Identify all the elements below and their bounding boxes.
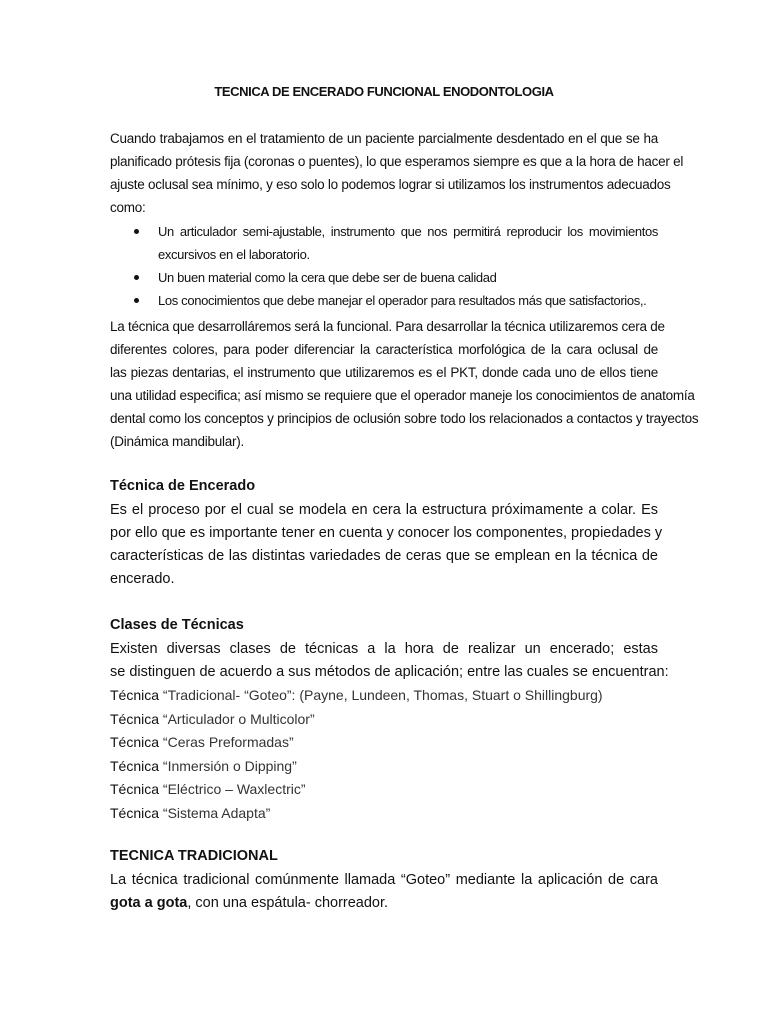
list-item — [110, 708, 603, 732]
text-line: Cuando trabajamos en el tratamiento de un paciente parcialmente desdentado en el que se ha — [110, 131, 658, 146]
technique-prefix: Técnica — [110, 734, 160, 750]
bullet-icon — [134, 298, 139, 303]
text-line: planificado prótesis fija (coronas o puentes), lo que esperamos siempre es que a la hora de hacer el — [110, 154, 684, 169]
text-line: una utilidad especifica; así mismo se requiere que el operador maneje los conocimientos de anatomía — [110, 388, 695, 403]
text-line: Es el proceso por el cual se modela en cera la estructura próximamente a colar. Es — [110, 502, 658, 518]
bullet-icon — [134, 275, 139, 280]
technique-name: “Inmersión o Dipping” — [159, 757, 297, 774]
text-line — [110, 892, 658, 915]
technique-name: “Articulador o Multicolor” — [159, 710, 315, 727]
text-line: características de las distintas variedades de ceras que se emplean en la técnica de — [110, 548, 658, 564]
text-line: Un buen material como la cera que debe ser de buena calidad — [158, 270, 497, 285]
technique-prefix: Técnica — [110, 804, 160, 821]
text-line: como: — [110, 200, 146, 215]
technique-prefix: Técnica — [110, 687, 160, 703]
heading-clases-tecnicas: Clases de Técnicas — [110, 617, 244, 633]
technique-name: “Tradicional- “Goteo”: (Payne, Lundeen, Thomas, Stuart o Shillingburg) — [159, 687, 603, 703]
text-line: La técnica que desarrolláremos será la funcional. Para desarrollar la técnica utilizaremos cera de — [110, 319, 665, 334]
list-item — [110, 220, 658, 266]
text-line: se distinguen de acuerdo a sus métodos de aplicación; entre las cuales se encuentran: — [110, 664, 669, 680]
list-item — [110, 731, 603, 755]
heading-tecnica-tradicional: TECNICA TRADICIONAL — [110, 848, 278, 864]
technique-name: “Ceras Preformadas” — [159, 734, 294, 750]
paragraph-clases — [110, 638, 669, 684]
paragraph-funcional — [110, 315, 699, 453]
technique-prefix: Técnica — [110, 781, 160, 797]
text-line: por ello que es importante tener en cuenta y conocer los componentes, propiedades y — [110, 525, 663, 541]
list-item — [110, 755, 603, 779]
list-item — [110, 289, 658, 312]
document-title: TECNICA DE ENCERADO FUNCIONAL ENODONTOLOGIA — [214, 84, 554, 99]
text-span: , con una espátula- chorreador. — [187, 895, 389, 911]
technique-prefix: Técnica — [110, 757, 160, 774]
paragraph-encerado — [110, 499, 663, 591]
bold-text: gota a gota — [110, 895, 188, 911]
text-line: excursivos en el laboratorio. — [158, 247, 310, 262]
text-line: encerado. — [110, 571, 175, 587]
technique-prefix: Técnica — [110, 710, 160, 727]
list-item — [110, 684, 603, 708]
text-line: las piezas dentarias, el instrumento que utilizaremos es el PKT, donde cada uno de ellos tiene — [110, 365, 658, 380]
text-line: ajuste oclusal sea mínimo, y eso solo lo podemos lograr si utilizamos los instrumentos adecuados — [110, 177, 671, 192]
bullet-icon — [134, 229, 139, 234]
list-item — [110, 802, 603, 826]
text-line: Existen diversas clases de técnicas a la hora de realizar un encerado; estas — [110, 641, 658, 657]
technique-name: “Sistema Adapta” — [159, 804, 271, 821]
text-line: Los conocimientos que debe manejar el operador para resultados más que satisfactorios,. — [158, 293, 647, 308]
paragraph-tradicional — [110, 869, 658, 915]
heading-tecnica-encerado: Técnica de Encerado — [110, 478, 256, 494]
intro-paragraph — [110, 127, 684, 219]
bullet-list — [110, 220, 658, 312]
text-line: La técnica tradicional comúnmente llamada “Goteo” mediante la aplicación de cara — [110, 872, 658, 888]
list-item — [110, 778, 603, 802]
list-item — [110, 266, 658, 289]
technique-name: “Eléctrico – Waxlectric” — [159, 781, 306, 797]
text-line: Un articulador semi-ajustable, instrumento que nos permitirá reproducir los movimientos — [158, 224, 658, 239]
techniques-list — [110, 684, 603, 825]
text-line: (Dinámica mandibular). — [110, 434, 245, 449]
text-line: diferentes colores, para poder diferenciar la característica morfológica de la cara oclusal de — [110, 342, 658, 357]
text-line: dental como los conceptos y principios de oclusión sobre todo los relacionados a contactos y trayectos — [110, 411, 699, 426]
